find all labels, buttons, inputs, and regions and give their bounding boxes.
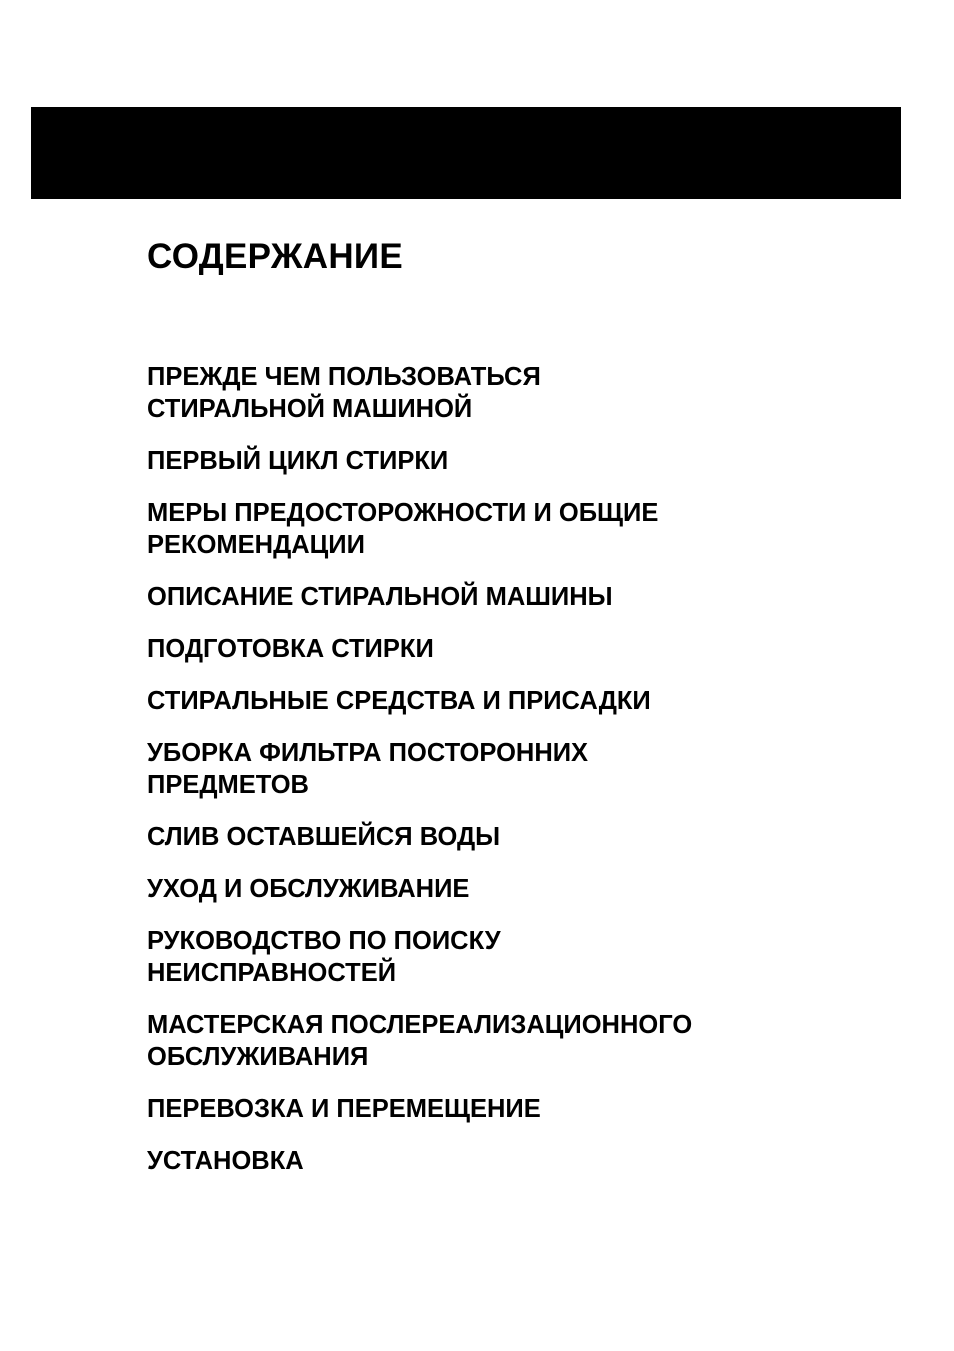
toc-item-care-maintenance <box>147 873 887 905</box>
toc-item-service-centre <box>147 1009 887 1073</box>
toc-line: УСТАНОВКА <box>147 1147 304 1175</box>
toc-line: СТИРАЛЬНЫЕ СРЕДСТВА И ПРИСАДКИ <box>147 687 651 715</box>
toc-item-machine-description <box>147 581 887 613</box>
toc-item-troubleshooting <box>147 925 887 989</box>
header-band <box>31 107 901 199</box>
table-of-contents <box>147 361 887 1197</box>
toc-line: РУКОВОДСТВО ПО ПОИСКУ <box>147 927 501 955</box>
toc-line: ОПИСАНИЕ СТИРАЛЬНОЙ МАШИНЫ <box>147 583 613 611</box>
toc-item-first-wash-cycle <box>147 445 887 477</box>
toc-line: МЕРЫ ПРЕДОСТОРОЖНОСТИ И ОБЩИЕ <box>147 499 659 527</box>
toc-item-precautions <box>147 497 887 561</box>
toc-line: РЕКОМЕНДАЦИИ <box>147 531 365 559</box>
toc-line: СТИРАЛЬНОЙ МАШИНОЙ <box>147 395 473 423</box>
toc-item-transport <box>147 1093 887 1125</box>
toc-item-wash-preparation <box>147 633 887 665</box>
toc-line: НЕИСПРАВНОСТЕЙ <box>147 959 397 987</box>
page-title: СОДЕРЖАНИЕ <box>147 237 404 276</box>
toc-line: УХОД И ОБСЛУЖИВАНИЕ <box>147 875 470 903</box>
toc-line: ПОДГОТОВКА СТИРКИ <box>147 635 434 663</box>
toc-line: ПЕРЕВОЗКА И ПЕРЕМЕЩЕНИЕ <box>147 1095 541 1123</box>
toc-line: ПЕРВЫЙ ЦИКЛ СТИРКИ <box>147 447 449 475</box>
toc-line: ПРЕДМЕТОВ <box>147 771 309 799</box>
toc-item-filter-cleaning <box>147 737 887 801</box>
toc-line: ОБСЛУЖИВАНИЯ <box>147 1043 369 1071</box>
toc-line: ПРЕЖДЕ ЧЕМ ПОЛЬЗОВАТЬСЯ <box>147 363 541 391</box>
toc-item-detergents <box>147 685 887 717</box>
toc-line: МАСТЕРСКАЯ ПОСЛЕРЕАЛИЗАЦИОННОГО <box>147 1011 693 1039</box>
toc-line: СЛИВ ОСТАВШЕЙСЯ ВОДЫ <box>147 823 501 851</box>
toc-item-before-use <box>147 361 887 425</box>
toc-item-installation <box>147 1145 887 1177</box>
toc-line: УБОРКА ФИЛЬТРА ПОСТОРОННИХ <box>147 739 589 767</box>
toc-item-draining-water <box>147 821 887 853</box>
